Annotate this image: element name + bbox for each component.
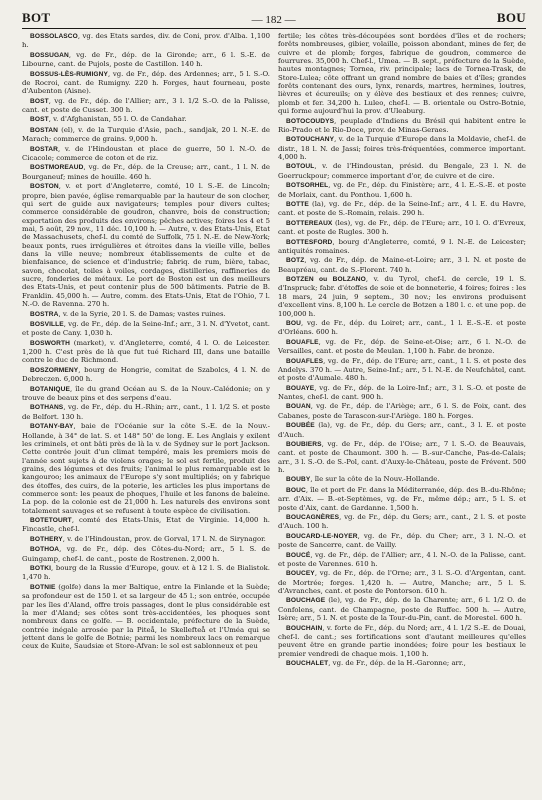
header-right-guideword: BOU xyxy=(496,10,526,25)
entry-text: , vg. de Fr., dép. de l'Orne; arr., 3 l. S.-O. d'Argentan, cant. de Mortrée; forges. 1,420 h. — Autre, Manche; arr., 5 l. S. d'Avranches, cant. et poste de Pontorson. 610 h. xyxy=(278,569,526,596)
entry-headword: BOUCHAGE xyxy=(286,597,326,605)
entry-headword: BOTZ xyxy=(286,257,305,265)
dictionary-entry xyxy=(278,659,526,668)
entry-text: (golfe) dans la mer Baltique, entre la Finlande et la Suède; sa profondeur est de 150 l. et sa largeur de 45 l.; son entrée, occupée par les îles d'Aland, offre trois passages, dont le plus considérable est la mer d'Aland; ses côtes sont très-accidentées, les phoques sont nombreux dans ce golfe. — B. occidentale, préfecture de la Suède, contrée inégale arrosée par la Piteå, le Skellefteå et l'Uméa qui se jettent dans le golfe de Botnie; parmi les nombreux lacs on remarque ceux de Kuite, Saudsiæ et Store-Afvan: le sol est sablonneux et peu xyxy=(22,582,270,651)
entry-text: fertile; les côtes très-découpées sont bordées d'îles et de rochers; forêts nombreuses, gibier, volaille, poisson abondant, mines de fer, de cuivre et de plomb; forges, fabrique de goudron, commerce de fourrures. 35,000 h. Chef-l., Umea. — B. sept., préfecture de la Suède, hautes montagnes; Tornea, riv. principale; lacs de Tornea-Trask, de Store-Lulea; côte offrant un grand nombre de baies et d'îles; grandes forêts contenant des ours, lynx, renards, martres, hermines, loutres, lièvres et écureuils; on y élève des bestiaux et des rennes; cuivre, plomb et fer. 34,200 h. Luleo, chef-l. — B. orientale ou Ostro-Botnie, qui forme aujourd'hui la prov. d'Uleaburg. xyxy=(278,32,526,116)
entry-headword: BOUCARD-LE-NOYER xyxy=(286,532,358,540)
dictionary-entry xyxy=(22,32,270,50)
entry-text: , vg. de Fr., dép. des Côtes-du-Nord; arr., 5 l. S. de Guingamp, chef-l. de cant., poste de Rostrenen. 2,000 h. xyxy=(22,545,270,563)
dictionary-entry xyxy=(22,145,270,163)
entry-text: , île et port de Fr. dans la Méditerranée, dép. des B.-du-Rhône; arr. d'Aix. — B.-et-Septèmes, vg. de Fr., même dép.; arr., 5 l. S. et poste d'Aix, cant. de Gardanne. 1,500 h. xyxy=(278,485,526,512)
entry-text: , comté des Etats-Unis, Etat de Virginie. 14,000 h. Fincastle, chef-l. xyxy=(22,516,270,534)
entry-text: , vg. de Fr., dép. du Loiret; arr., cant., 1 l. E.-S.-E. et poste d'Orléans. 600 h. xyxy=(278,318,526,337)
dictionary-entry xyxy=(278,624,526,658)
header-left-guideword: BOT xyxy=(22,10,51,25)
entry-headword: BOSTMOREAUD xyxy=(30,164,84,172)
entry-headword: BOTHOA xyxy=(30,546,60,554)
entry-text: , vg. de Fr., dép. de la Gironde; arr., 6 l. S.-E. de Libourne, cant. de Pujols, poste de Castillon. 140 h. xyxy=(22,50,270,69)
dictionary-entry xyxy=(278,135,526,161)
dictionary-entry xyxy=(22,366,270,384)
entry-text: , vg. de Fr., dép. de la Creuse; arr., cant., 1 l. N. de Bourganeuf; mines de houille. 460 h. xyxy=(22,163,270,181)
entry-text: , île sur la côte de la Nouv.-Hollande. xyxy=(310,475,440,484)
entry-headword: BOTETOURT xyxy=(30,517,72,525)
dictionary-entry xyxy=(278,181,526,199)
entry-headword: BOUBY xyxy=(286,476,311,484)
entry-headword: BOSSUS-LÈS-RUMIGNY xyxy=(30,70,108,78)
entry-headword: BOUCEY xyxy=(286,570,315,578)
entry-headword: BOTNIE xyxy=(30,583,56,591)
dictionary-entry xyxy=(278,238,526,256)
entry-text: (el), v. de la Turquie d'Asie, pach., sandjak, 20 l. N.-E. de Marach; commerce de grains. 9,000 h. xyxy=(22,125,270,144)
dictionary-entry xyxy=(278,219,526,237)
dictionary-entry xyxy=(278,117,526,135)
entry-headword: BOSTAR xyxy=(30,145,58,153)
entry-text: , vg. de Fr., dép. du Finistère; arr., 4 l. E.-S.-E. et poste de Morlaix, cant. du Ponthou. 1,600 h. xyxy=(278,181,526,199)
dictionary-entry xyxy=(22,385,270,403)
entry-text: , v. de l'Hindoustan, prov. de Gorval, 17 l. N. de Sirynagor. xyxy=(62,534,266,543)
entry-headword: BOTTEREAUX xyxy=(286,219,333,227)
entry-text: , peuplade d'Indiens du Brésil qui habitent entre le Rio-Prado et le Rio-Doce, prov. de Minas-Geraes. xyxy=(278,116,526,134)
dictionary-entry xyxy=(278,384,526,402)
dictionary-entry xyxy=(22,545,270,563)
entry-headword: BOUC xyxy=(286,486,306,494)
entry-headword: BOSTON xyxy=(30,183,59,191)
entry-text: (les), vg. de Fr., dép. de l'Eure; arr., 10 l. O. d'Evreux, cant. et poste de Rugles. 300 h. xyxy=(278,218,526,237)
entry-headword: BOUAYE xyxy=(286,384,315,392)
entry-headword: BOTANIQUE xyxy=(30,385,70,393)
dictionary-entry xyxy=(22,97,270,115)
entry-text: , v. du Tyrol, chef-l. de cercle, 19 l. S. d'Inspruck; fabr. d'étoffes de soie et de bonneterie, 4 foires; foires : les 18 mars, 24 juin, 9 septem., 30 nov.; les environs produisent d'excellent vins. 8,100 h. Le cercle de Botzen a 180 l. c. et une pop. de 100,000 h. xyxy=(278,275,526,318)
entry-headword: BOUAFLE xyxy=(286,338,319,346)
dictionary-entry xyxy=(22,70,270,96)
entry-text: , vg. de Fr., dép. des Ardennes; arr., 5 l. S.-O. de Rocroi, cant. de Rumigny. 220 h. Forges, haut fourneau, poste d'Aubenton (Aisne). xyxy=(22,69,270,96)
entry-headword: BOTHANS xyxy=(30,404,64,412)
entry-headword: BOTHERY xyxy=(30,535,63,543)
entry-text: , vg. de Fr., dép. de l'Allier; arr., 4 l. N.-O. de la Palisse, cant. et poste de Varennes. 610 h. xyxy=(278,550,526,568)
entry-text: , bourg de la Russie d'Europe, gouv. et à 12 l. S. de Bialistok. 1,470 h. xyxy=(22,564,270,582)
dictionary-entry xyxy=(22,516,270,534)
entry-text: , vg. de Fr., dép. du Gers; arr., cant., 2 l. S. et poste d'Auch. 100 h. xyxy=(278,513,526,531)
entry-text: , v. de la Syrie, 20 l. S. de Damas; vastes ruines. xyxy=(58,309,226,318)
entry-headword: BOTTE xyxy=(286,201,309,208)
entry-headword: BOTOCOUDYS xyxy=(286,117,335,125)
entry-text: , vg. de Fr., dép. de l'Oise; arr., 7 l. S.-O. de Beauvais, cant. et poste de Chaumont. 300 h. — B.-sur-Canche, Pas-de-Calais; arr., 3 l. S.-O. de S.-Pol, cant. d'Auxy-le-Château, poste de Frévent. 500 h. xyxy=(278,439,526,474)
dictionary-entry xyxy=(22,320,270,338)
dictionary-entry xyxy=(278,551,526,569)
entry-text: , bourg d'Angleterre, comté, 9 l. N.-E. de Leicester; antiquités romaines. xyxy=(278,237,526,255)
entry-headword: BOTKI xyxy=(30,565,52,573)
entry-text: , baie de l'Océanie sur la côte S.-E. de la Nouv.-Hollande, à 34° de lat. S. et 148° 50' de long. E. Les Anglais y exilent les criminels, et ont bâti près de là la v. de Sydney sur le port Jackson. Cette contrée jouit d'un climat tempéré, mais les premiers mois de l'année sont sujets à de violens orages; le sol est fertile, produit des grains, des légumes et des fruits; l'animal le plus remarquable est le kangouroo; les animaux de l'Europe s'y sont multipliés; on y fabrique des étoffes, des cuirs, de la poterie, les articles les plus importans de commerce sont: les peaux de phoques, l'huile et les fanons de baleine. La pop. de la colonie est de 21,000 h. Les naturels des environs sont totalement sauvages et se refusent à toute espèce de civilisation. xyxy=(22,422,270,515)
entry-text: , île du grand Océan au S. de la Nouv.-Calédonie; on y trouve de beaux pins et des serpens d'eau. xyxy=(22,384,270,402)
entry-headword: BOUAN xyxy=(286,403,311,411)
entry-headword: BOU xyxy=(286,319,301,327)
entry-text: (la), vg. de Fr., dép. du Gers; arr., cant., 3 l. E. et poste d'Auch. xyxy=(278,421,526,439)
entry-headword: BOTANY-BAY xyxy=(30,423,74,431)
entry-headword: BOST xyxy=(30,116,49,124)
entry-headword: BOTZEN ou BOLZANO xyxy=(286,276,366,284)
entry-headword: BOTOUL xyxy=(286,163,315,171)
entry-text: , vg. de Fr., dép. du H.-Rhin; arr., cant., 1 l. 1/2 S. et poste de Belfort. 130 h. xyxy=(22,403,270,421)
entry-text: , vg. de Fr., dép. de l'Eure; arr., cant., 1 l. S. et poste des Andelys. 370 h. — Autre, Seine-Inf.; arr., 5 l. N.-E. de Neufchâtel, cant. et poste d'Aumale. 480 h. xyxy=(278,356,526,383)
entry-text: , vg. des Etats sardes, div. de Coni, prov. d'Alba. 1,100 h. xyxy=(22,32,270,50)
dictionary-entry xyxy=(22,51,270,69)
entry-headword: BOSSOLASCO xyxy=(30,33,78,40)
entry-headword: BOTTESFORD xyxy=(286,238,333,246)
entry-text: (market), v. d'Angleterre, comté, 4 l. O. de Leicester. 1,200 h. C'est près de là que fut tué Richard III, dans une bataille contre le duc de Richmond. xyxy=(22,338,270,365)
entry-headword: BOSSUGAN xyxy=(30,51,69,59)
dictionary-entry xyxy=(278,569,526,595)
header-rule xyxy=(22,28,526,29)
entry-text: , vg. de Fr., dép. de la Seine-Inf.; arr., 3 l. N. d'Yvetot, cant. et poste de Cany. 1,030 h. xyxy=(22,319,270,338)
entry-text: (le), vg. de Fr., dép. de la Charente; arr., 6 l. 1/2 O. de Confolens, cant. de Champagne, poste de Ruffec. 500 h. — Autre, Isère; arr., 5 l. N. et poste de la Tour-du-Pin, cant. de Morestel. 600 h. xyxy=(278,596,526,623)
entry-text: , v. de l'Hindoustan, présid. du Bengale, 23 l. N. de Goerruckpour; commerce important d'or, de cuivre et de cire. xyxy=(278,162,526,180)
entry-text: , vg. de Fr., dép. de l'Ariège; arr., 6 l. S. de Foix, cant. des Cabanes, poste de Tarascon-sur-l'Ariège. 180 h. Forges. xyxy=(278,402,526,420)
entry-text: , vg. de Fr., dép. du Cher; arr., 3 l. N.-O. et poste de Sancerre, cant. de Vailly. xyxy=(278,531,526,550)
page-number: — 182 — xyxy=(251,14,296,26)
entry-headword: BOUCÉ xyxy=(286,551,311,559)
entry-text: , vg. de Fr., dép. de Seine-et-Oise; arr., 6 l. N.-O. de Versailles, cant. et poste de Meulan. 1,100 h. Fabr. de bronze. xyxy=(278,337,526,356)
dictionary-entry xyxy=(278,402,526,420)
entry-headword: BOUCHALET xyxy=(286,660,329,668)
dictionary-entry xyxy=(22,163,270,181)
entry-headword: BOSWORTH xyxy=(30,339,70,347)
dictionary-entry xyxy=(278,338,526,356)
dictionary-entry xyxy=(278,440,526,474)
entry-headword: BOUBÉE xyxy=(286,422,315,430)
dictionary-entry xyxy=(22,535,270,544)
dictionary-entry xyxy=(22,564,270,582)
entry-headword: BOSVILLE xyxy=(30,320,64,328)
dictionary-entry xyxy=(22,182,270,308)
dictionary-entry xyxy=(278,475,526,484)
dictionary-entry xyxy=(22,339,270,365)
dictionary-entry xyxy=(22,403,270,421)
entry-headword: BOSZORMENY xyxy=(30,366,79,374)
dictionary-entry xyxy=(22,115,270,124)
dictionary-entry xyxy=(278,319,526,337)
dictionary-entry xyxy=(278,596,526,622)
entry-text: , vg. de Fr., dép. de la H.-Garonne; arr., xyxy=(328,659,466,668)
dictionary-entry xyxy=(278,256,526,274)
right-column xyxy=(278,32,526,794)
dictionary-entry xyxy=(22,310,270,319)
entry-text: , vg. de Fr., dép. de l'Allier; arr., 3 l. 1/2 S.-O. de la Palisse, cant. et poste de Cusset. 300 h. xyxy=(22,96,270,115)
entry-headword: BOTOUCHANY xyxy=(286,136,335,144)
left-column xyxy=(22,32,270,794)
dictionary-entry xyxy=(22,422,270,515)
entry-headword: BOSTAN xyxy=(30,126,58,134)
entry-text: , v. et port d'Angleterre, comté, 10 l. S.-E. de Lincoln; propre, bien pavée, église remarquable par la hauteur de son clocher, qui sert de guide aux navigateurs; temples pour divers cultes; commerce considérable de goudron, chanvre, bois de construction; exportation des produits des environs; pêches actives; foires les 4 et 5 mai, 5 août, 29 nov., 11 déc. 10,100 h. — Autre, v. des Etats-Unis, Etat de Massachusets, chef-l. du comté de Suffolk, 75 l. N.-E. de New-York; beaux ponts, rues irrégulières et étroites dans la vieille ville, belles dans la ville neuve; nombreux établissements de culte et de bienfaisance, de science et d'industrie; fabriq. de rum, bière, tabac, savon, chocolat, toiles à voiles, cordages, distilleries, raffineries de sucre, fonderies de métaux. Le port de Boston est un des meilleurs des Etats-Unis, et peut contenir plus de 500 bâtiments. Patrie de B. Franklin. 45,000 h. — Autre, comm. des Etats-Unis, Etat de l'Ohio, 7 l. N.-O. de Ravenna. 270 h. xyxy=(22,182,270,309)
dictionary-entry xyxy=(278,486,526,512)
dictionary-entry xyxy=(278,421,526,439)
entry-text: , v. forte de Fr., dép. du Nord; arr., 4 l. 1/2 S.-E. de Douai, chef-l. de cant.; ses fortifications sont d'autant meilleures qu'elles peuvent être en grande partie inondées; foire pour les bestiaux le premier vendredi de chaque mois. 1,100 h. xyxy=(278,623,526,658)
dictionary-entry xyxy=(278,162,526,180)
entry-headword: BOUAFLES xyxy=(286,357,324,365)
dictionary-entry xyxy=(278,275,526,318)
dictionary-entry xyxy=(278,513,526,531)
dictionary-entry xyxy=(278,200,526,218)
text-columns xyxy=(22,32,526,794)
running-header xyxy=(22,8,526,26)
entry-text: , vg. de Fr., dép. de la Loire-Inf.; arr., 3 l. S.-O. et poste de Nantes, chef-l. de cant. 900 h. xyxy=(278,383,526,401)
entry-headword: BOUBIERS xyxy=(286,440,322,448)
entry-headword: BOST xyxy=(30,97,49,105)
entry-headword: BOUCAGNÈRES xyxy=(286,514,340,521)
entry-text: , vg. de Fr., dép. de Maine-et-Loire; arr., 3 l. N. et poste de Beaupréau, cant. de S.-Florent. 740 h. xyxy=(278,256,526,274)
entry-headword: BOTSORHEL xyxy=(286,182,329,190)
entry-headword: BOUCHAIN xyxy=(286,624,323,632)
entry-headword: BOSTRA xyxy=(30,310,59,318)
entry-text: , v. d'Afghanistan, 55 l. O. de Candahar. xyxy=(48,115,187,124)
dictionary-entry xyxy=(22,126,270,144)
entry-text: , v. de la Turquie d'Europe dans la Moldavie, chef-l. de distr., 18 l. N. de Jassi; foires très-fréquentées, commerce important. 4,000 h. xyxy=(278,135,526,161)
dictionary-entry xyxy=(278,532,526,550)
dictionary-entry xyxy=(278,32,526,115)
entry-text: (la), vg. de Fr., dép. de la Seine-Inf.; arr., 4 l. E. du Havre, cant. et poste de S.-Romain, relais. 290 h. xyxy=(278,200,526,218)
dictionary-entry xyxy=(22,583,270,651)
dictionary-entry xyxy=(278,357,526,383)
entry-text: , v. de l'Hindoustan et place de guerre, 50 l. N.-O. de Cicacole; commerce de coton et de riz. xyxy=(22,144,270,163)
entry-text: , bourg de Hongrie, comitat de Szabolcs, 4 l. N. de Debreczen. 6,000 h. xyxy=(22,365,270,384)
